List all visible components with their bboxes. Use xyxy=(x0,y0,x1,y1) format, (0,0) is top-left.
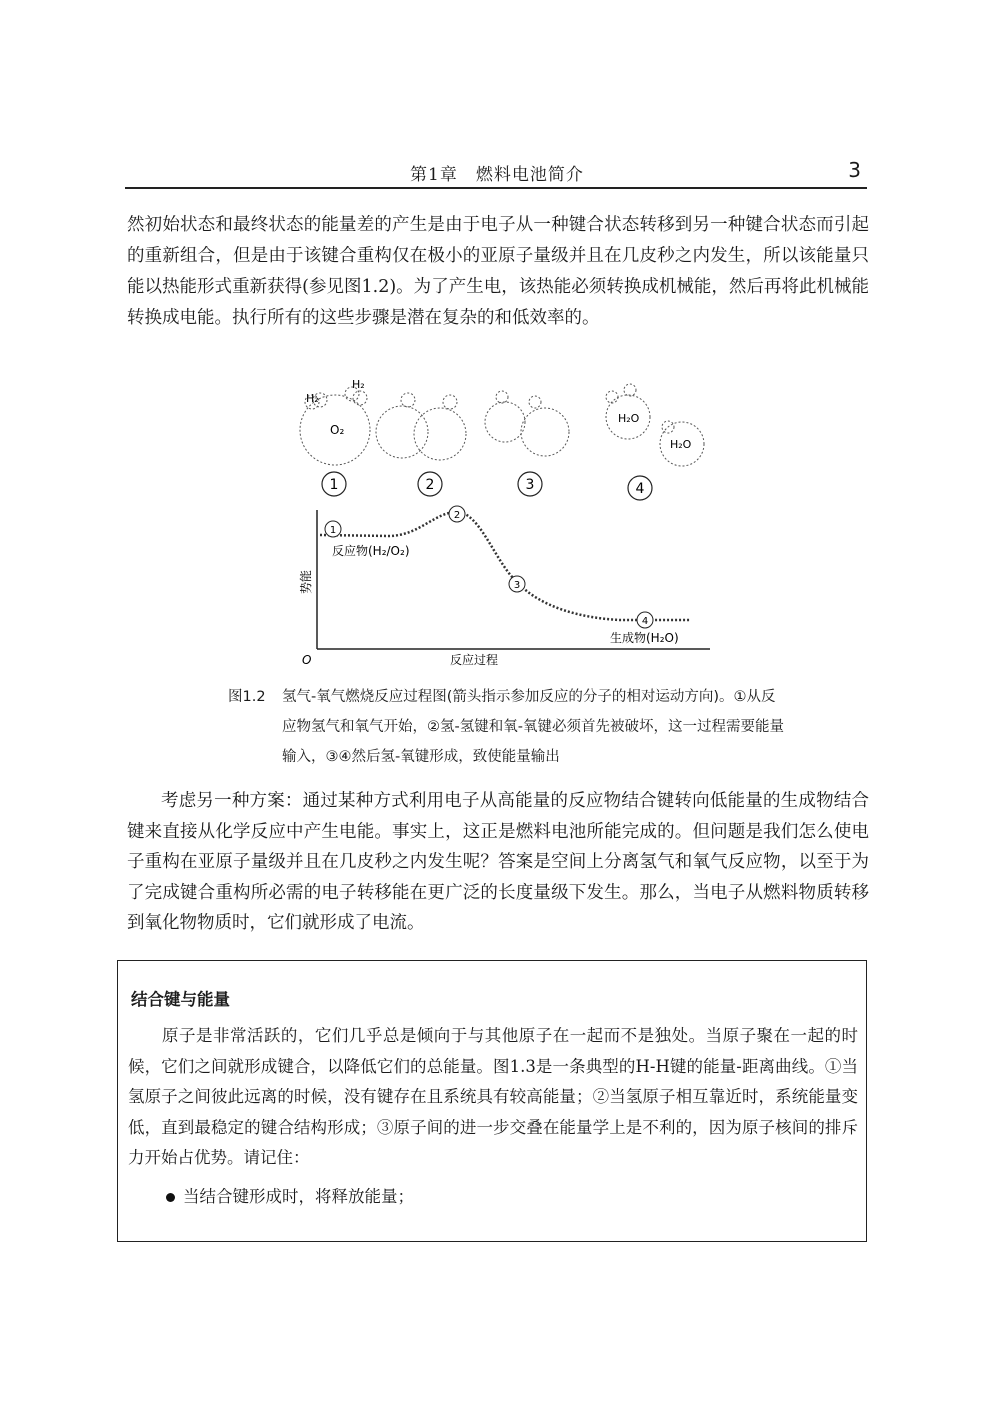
x-axis-label: 反应过程 xyxy=(450,653,499,667)
caption-text: 氢气-氧气燃烧反应过程图(箭头指示参加反应的分子的相对运动方向)。①从反应物氢气和氧气开始，②氢-氢键和氧-氧键必须首先被破坏，这一过程需要能量输入，③④然后氢-氧键形成，致使能量输出 xyxy=(282,689,784,765)
reactant-label: 反应物(H₂/O₂) xyxy=(332,544,410,558)
figure-reaction-diagram xyxy=(290,372,710,672)
stage-number-1: 1 xyxy=(329,477,339,493)
stage-4-molecules xyxy=(606,384,704,466)
stage-number-4: 4 xyxy=(635,481,645,497)
box-title: 结合键与能量 xyxy=(131,990,230,1009)
stage-number-2: 2 xyxy=(425,477,435,493)
label-o2: O₂ xyxy=(330,423,345,437)
y-axis-label: 势能 xyxy=(299,569,313,594)
caption-label: 图1.2 xyxy=(228,689,266,705)
header-rule xyxy=(125,187,867,189)
body-paragraph-1: 然初始状态和最终状态的能量差的产生是由于电子从一种键合状态转移到另一种键合状态而引起的重新组合，但是由于该键合重构仅在极小的亚原子量级并且在几皮秒之内发生，所以该能量只能以热能形式重新获得(参见图1.2)。为了产生电，该热能必须转换成机械能，然后再将此机械能转换成电能。执行所有的这些步骤是潜在复杂的和低效率的。 xyxy=(127,215,869,328)
energy-curve xyxy=(320,512,690,620)
stage-number-circles xyxy=(322,472,652,500)
stage-2-molecules xyxy=(376,393,466,460)
curve-marker-3: 3 xyxy=(513,580,521,591)
body-paragraph-2: 考虑另一种方案：通过某种方式利用电子从高能量的反应物结合键转向低能量的生成物结合键来直接从化学反应中产生电能。事实上，这正是燃料电池所能完成的。但问题是我们怎么使电子重构在亚原子量级并且在几皮秒之内发生呢？答案是空间上分离氢气和氧气反应物，以至于为了完成键合重构所必需的电子转移能在更广泛的长度量级下发生。那么，当电子从燃料物质转移到氧化物物质时，它们就形成了电流。 xyxy=(127,791,869,933)
product-label: 生成物(H₂O) xyxy=(610,631,679,645)
sidebar-box xyxy=(117,960,867,1242)
label-h2o-a: H₂O xyxy=(618,412,640,425)
curve-marker-1: 1 xyxy=(329,525,337,536)
box-text: 原子是非常活跃的，它们几乎总是倾向于与其他原子在一起而不是独处。当原子聚在一起的时候，它们之间就形成键合，以降低它们的总能量。图1.3是一条典型的H-H键的能量-距离曲线。①当氢原子之间彼此远离的时候，没有键存在且系统具有较高能量；②当氢原子相互靠近时，系统能量变低，直到最稳定的键合结构形成；③原子间的进一步交叠在能量学上是不利的，因为原子核间的排斥力开始占优势。请记住： xyxy=(128,1026,858,1167)
stage-number-3: 3 xyxy=(525,477,535,493)
label-h2o-b: H₂O xyxy=(670,438,692,451)
box-bullet-text: 当结合键形成时，将释放能量； xyxy=(183,1187,414,1206)
stage-3-molecules xyxy=(485,391,569,456)
label-h2-left: H₂ xyxy=(306,392,319,405)
origin-label: O xyxy=(302,653,312,667)
page-number: 3 xyxy=(848,158,861,182)
bullet-icon xyxy=(166,1193,175,1202)
label-h2-right: H₂ xyxy=(352,378,365,391)
chapter-title: 第1章 燃料电池简介 xyxy=(410,165,584,185)
curve-marker-4: 4 xyxy=(641,616,649,627)
curve-marker-2: 2 xyxy=(453,510,461,521)
running-header xyxy=(125,158,865,188)
box-bullet-item xyxy=(166,1183,414,1207)
curve-marker-circles xyxy=(325,506,653,628)
figure-caption xyxy=(228,682,788,772)
